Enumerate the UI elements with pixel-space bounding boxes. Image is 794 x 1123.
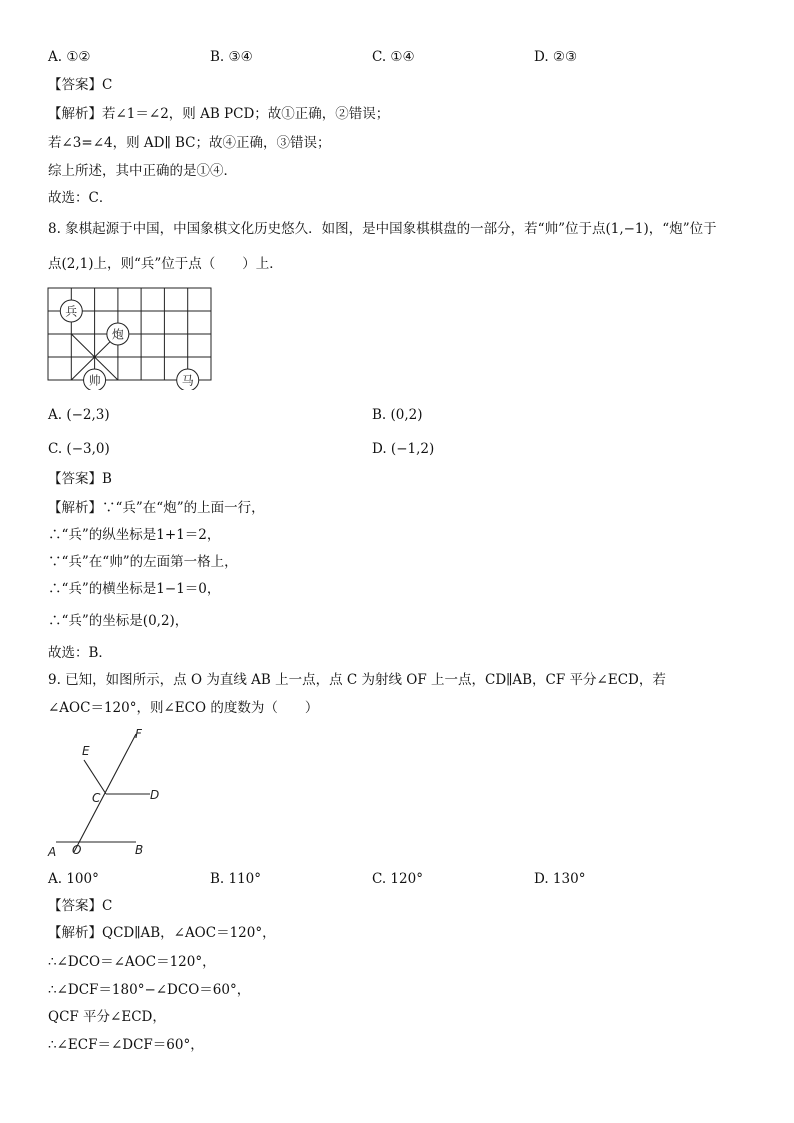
q9-analysis-line: ∴∠DCF＝180°−∠DCO＝60°， (48, 982, 251, 998)
chess-piece (107, 323, 129, 345)
chess-piece-label: 炮 (111, 327, 124, 342)
q9-answer: 【答案】C (48, 898, 113, 914)
q8-analysis-line: ∴“兵”的坐标是(0,2)， (48, 613, 189, 629)
q8-analysis-line: ∵“兵”在“帅”的左面第一格上， (48, 554, 238, 570)
q9-option-a: A. 100° (48, 871, 99, 887)
chess-piece-label: 帅 (88, 373, 101, 388)
q9-option-b: B. 110° (210, 871, 262, 887)
q8-option-a: A. (−2,3) (48, 407, 110, 423)
chess-piece (84, 369, 106, 390)
q7-analysis-line: 综上所述，其中正确的是①④． (48, 163, 237, 179)
q7-analysis-line: 故选：C． (48, 190, 113, 206)
q9-option-c: C. 120° (372, 871, 423, 887)
label-e: E (82, 744, 90, 758)
chess-piece (177, 369, 199, 390)
chess-piece-label: 马 (181, 373, 194, 388)
q8-stem: 8. 象棋起源于中国，中国象棋文化历史悠久．如图，是中国象棋棋盘的一部分，若“帅”位于点(1,−1)，“炮”位于 (48, 221, 717, 237)
q7-analysis-line: 【解析】若∠1＝∠2，则 AB PCD；故①正确，②错误； (48, 106, 390, 122)
q9-analysis-line: ∴∠DCO＝∠AOC＝120°， (48, 954, 216, 970)
q8-analysis-line: ∴“兵”的横坐标是1−1＝0， (48, 581, 221, 597)
q8-analysis-line: ∴“兵”的纵坐标是1+1＝2， (48, 527, 221, 543)
label-b: B (135, 843, 144, 857)
q8-answer: 【答案】B (48, 471, 112, 487)
label-o: O (72, 843, 82, 857)
q8-option-d: D. (−1,2) (372, 441, 435, 457)
q9-stem: ∠AOC＝120°，则∠ECO 的度数为（ ） (48, 700, 319, 716)
q7-option-c: C. ①④ (372, 49, 415, 65)
q9-analysis-line: QCF 平分∠ECD， (48, 1009, 166, 1025)
q8-stem: 点(2,1)上，则“兵”位于点（ ）上． (48, 256, 283, 272)
q8-analysis-line: 【解析】∵“兵”在“炮”的上面一行， (48, 500, 265, 516)
chess-piece (60, 300, 82, 322)
q8-option-c: C. (−3,0) (48, 441, 110, 457)
q7-option-b: B. ③④ (210, 49, 253, 65)
chess-piece-label: 兵 (65, 304, 78, 319)
q8-analysis-line: 故选：B． (48, 645, 112, 661)
q7-answer: 【答案】C (48, 77, 113, 93)
q7-option-a: A. ①② (48, 49, 91, 65)
label-a: A (48, 845, 57, 859)
chess-board-figure (40, 280, 220, 390)
q9-stem: 9. 已知，如图所示，点 O 为直线 AB 上一点，点 C 为射线 OF 上一点，CD∥AB，CF 平分∠ECD，若 (48, 672, 666, 688)
q9-analysis-line: ∴∠ECF＝∠DCF＝60°， (48, 1037, 204, 1053)
q7-option-d: D. ②③ (534, 49, 578, 65)
q9-analysis-line: 【解析】QCD∥AB，∠AOC＝120°， (48, 925, 276, 941)
label-c: C (92, 791, 101, 805)
angle-figure (40, 722, 180, 862)
q8-option-b: B. (0,2) (372, 407, 423, 423)
q7-analysis-line: 若∠3=∠4，则 AD∥ BC；故④正确，③错误； (48, 135, 331, 151)
label-f: F (135, 727, 142, 741)
q9-option-d: D. 130° (534, 871, 586, 887)
label-d: D (150, 788, 160, 802)
